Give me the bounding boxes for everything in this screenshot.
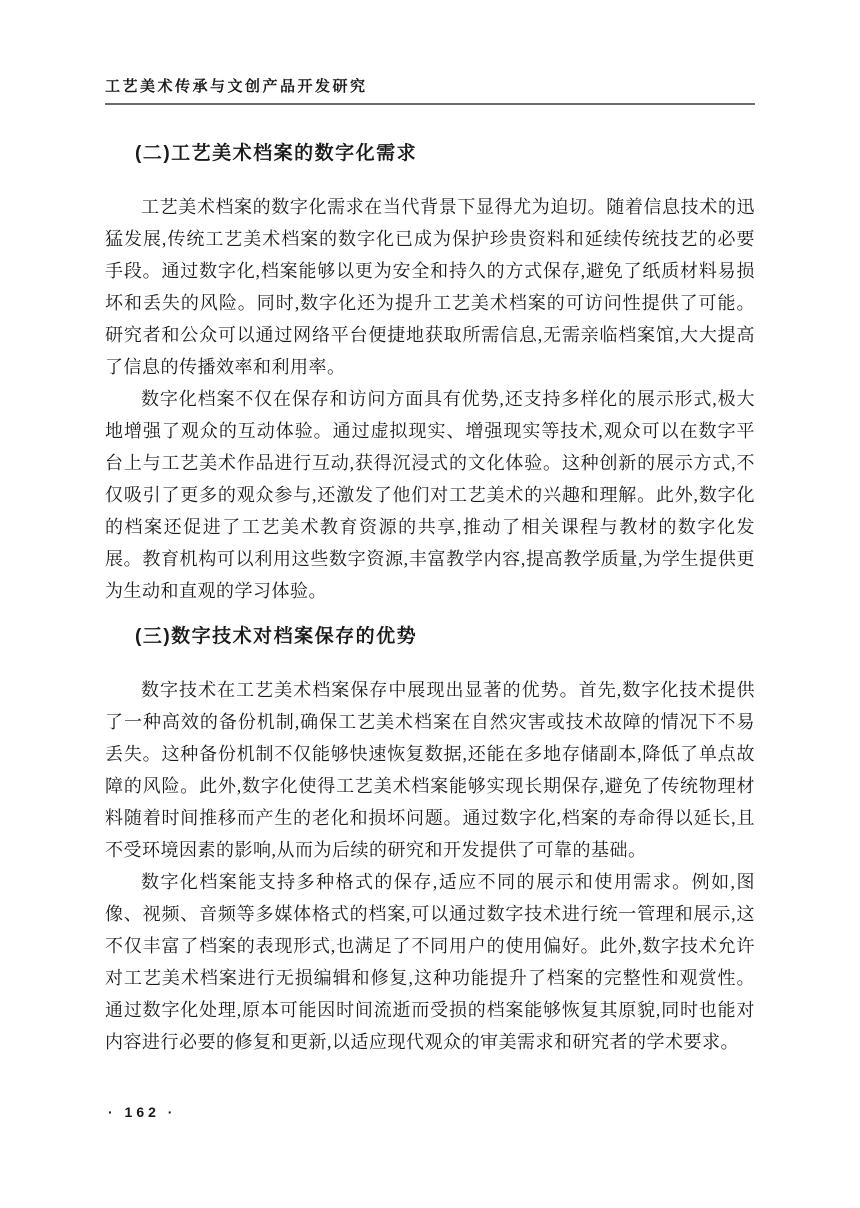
paragraph: 数字化档案能支持多种格式的保存,适应不同的展示和使用需求。例如,图像、视频、音频等多媒体格式的档案,可以通过数字技术进行统一管理和展示,这不仅丰富了档案的表现形式,也满足了不同用户的使用偏好。此外,数字技术允许对工艺美术档案进行无损编辑和修复,这种功能提升了档案的完整性和观赏性。通过数字化处理,原本可能因时间流逝而受损的档案能够恢复其原貌,同时也能对内容进行必要的修复和更新,以适应现代观众的审美需求和研究者的学术要求。 (105, 872, 755, 1052)
section-heading-3: (三)数字技术对档案保存的优势 (135, 626, 418, 647)
paragraph: 数字化档案不仅在保存和访问方面具有优势,还支持多样化的展示形式,极大地增强了观众的互动体验。通过虚拟现实、增强现实等技术,观众可以在数字平台上与工艺美术作品进行互动,获得沉浸式的文化体验。这种创新的展示方式,不仅吸引了更多的观众参与,还激发了他们对工艺美术的兴趣和理解。此外,数字化的档案还促进了工艺美术教育资源的共享,推动了相关课程与教材的数字化发展。教育机构可以利用这些数字资源,丰富教学内容,提高教学质量,为学生提供更为生动和直观的学习体验。 (105, 389, 755, 601)
header-rule (105, 103, 755, 105)
page-footer (108, 1104, 176, 1122)
paragraph: 工艺美术档案的数字化需求在当代背景下显得尤为迫切。随着信息技术的迅猛发展,传统工艺美术档案的数字化已成为保护珍贵资料和延续传统技艺的必要手段。通过数字化,档案能够以更为安全和持久的方式保存,避免了纸质材料易损坏和丢失的风险。同时,数字化还为提升工艺美术档案的可访问性提供了可能。研究者和公众可以通过网络平台便捷地获取所需信息,无需亲临档案馆,大大提高了信息的传播效率和利用率。 (105, 197, 755, 377)
section-heading-2: (二)工艺美术档案的数字化需求 (135, 143, 418, 164)
paragraph: 数字技术在工艺美术档案保存中展现出显著的优势。首先,数字化技术提供了一种高效的备份机制,确保工艺美术档案在自然灾害或技术故障的情况下不易丢失。这种备份机制不仅能够快速恢复数据,还能在多地存储副本,降低了单点故障的风险。此外,数字化使得工艺美术档案能够实现长期保存,避免了传统物理材料随着时间推移而产生的老化和损坏问题。通过数字化,档案的寿命得以延长,且不受环境因素的影响,从而为后续的研究和开发提供了可靠的基础。 (105, 680, 755, 860)
page-body (105, 138, 755, 1058)
running-header-title: 工艺美术传承与文创产品开发研究 (105, 78, 368, 95)
page-number: · 162 · (108, 1104, 177, 1120)
page-header (105, 78, 755, 105)
